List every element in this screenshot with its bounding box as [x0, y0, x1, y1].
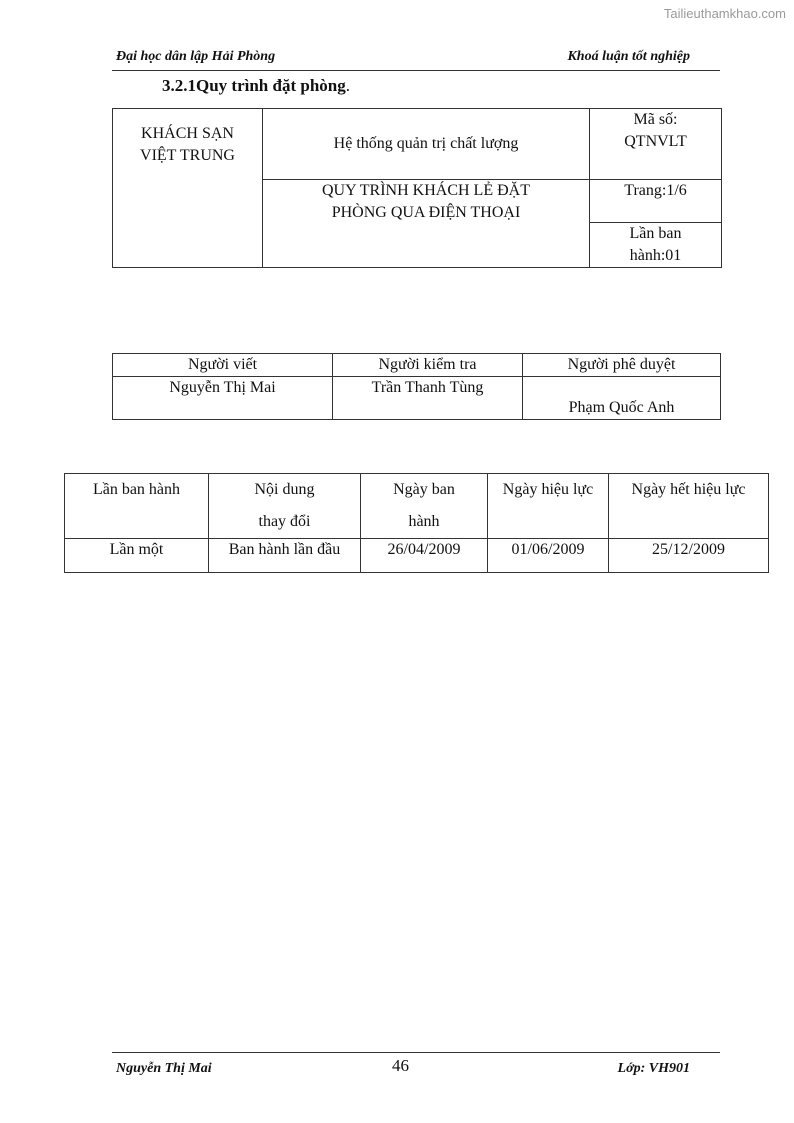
page-number: 46 [392, 1056, 409, 1075]
section-heading [162, 76, 350, 96]
footer-class: Lớp: VH901 [617, 1061, 690, 1076]
header-issue [65, 474, 209, 539]
approver-name: Phạm Quốc Anh [523, 377, 721, 420]
header-issue-line1: Lần ban hành [92, 481, 181, 498]
code-value: QTNVLT [624, 133, 687, 150]
section-punct: . [345, 76, 350, 95]
org-name-line1: KHÁCH SẠN [141, 125, 234, 142]
issue-line2: hành:01 [629, 247, 682, 264]
revision-expiry-date: 25/12/2009 [609, 539, 769, 573]
checker-name: Trần Thanh Tùng [333, 377, 523, 420]
revision-effective-date: 01/06/2009 [488, 539, 609, 573]
page-footer [112, 1052, 720, 1079]
header-issue-date [361, 474, 488, 539]
table-row [113, 354, 721, 377]
table-row [65, 474, 769, 539]
procedure-cell [263, 180, 590, 268]
issue-line1: Lần ban [629, 225, 682, 242]
table-row [113, 377, 721, 420]
section-title: Quy trình đặt phòng [196, 76, 346, 95]
header-content [209, 474, 361, 539]
code-cell [590, 109, 722, 180]
writer-name: Nguyễn Thị Mai [113, 377, 333, 420]
header-issue-date-line1: Ngày ban [393, 481, 455, 498]
header-expiry-date [609, 474, 769, 539]
footer-author: Nguyễn Thị Mai [116, 1061, 212, 1076]
header-checker: Người kiểm tra [333, 354, 523, 377]
page-header [112, 48, 720, 71]
system-cell: Hệ thống quản trị chất lượng [263, 109, 590, 180]
document-control-table [112, 108, 722, 268]
header-effective-date-line1: Ngày hiệu lực [502, 481, 594, 498]
header-effective-date [488, 474, 609, 539]
org-cell [113, 109, 263, 268]
header-approver: Người phê duyệt [523, 354, 721, 377]
procedure-line1: QUY TRÌNH KHÁCH LẺ ĐẶT [322, 182, 530, 199]
revision-content: Ban hành lần đầu [209, 539, 361, 573]
header-issue-date-line2: hành [408, 513, 440, 530]
header-thesis: Khoá luận tốt nghiệp [567, 49, 690, 64]
page-cell: Trang:1/6 [590, 180, 722, 223]
header-writer: Người viết [113, 354, 333, 377]
watermark-text: Tailieuthamkhao.com [663, 6, 786, 21]
procedure-line2: PHÒNG QUA ĐIỆN THOẠI [331, 204, 521, 221]
revision-table [64, 473, 769, 573]
header-expiry-date-line1: Ngày hết hiệu lực [631, 481, 746, 498]
section-number: 3.2.1 [162, 76, 196, 95]
org-name-line2: VIỆT TRUNG [140, 147, 235, 164]
approval-table [112, 353, 721, 420]
header-content-line2: thay đổi [258, 513, 311, 530]
code-label: Mã số: [633, 111, 678, 128]
table-row [65, 539, 769, 573]
issue-cell [590, 223, 722, 268]
revision-issue: Lần một [65, 539, 209, 573]
header-university: Đại học dân lập Hải Phòng [116, 49, 276, 64]
header-content-line1: Nội dung [254, 481, 315, 498]
revision-issue-date: 26/04/2009 [361, 539, 488, 573]
